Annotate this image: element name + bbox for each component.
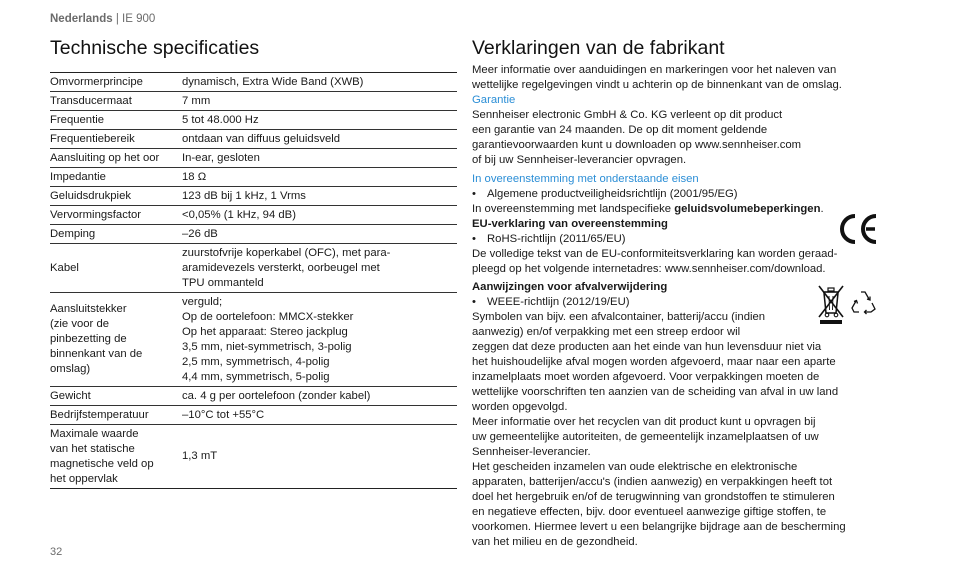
spec-value-line: 123 dB bij 1 kHz, 1 Vrms [182, 189, 306, 202]
warranty-text [472, 108, 884, 168]
spec-row [50, 206, 457, 225]
eu-text [472, 247, 884, 277]
spec-value [182, 149, 457, 168]
compliance-heading: In overeenstemming met onderstaande eisen [472, 173, 699, 185]
spec-label-line: pinbezetting de [50, 333, 127, 345]
bullet-marker: • [472, 188, 476, 200]
spec-label-line: Aansluiting op het oor [50, 151, 160, 164]
spec-label-line: Geluidsdrukpiek [50, 189, 132, 202]
spec-value-line: 5 tot 48.000 Hz [182, 113, 259, 126]
spec-value-line: 2,5 mm, symmetrisch, 4-polig [182, 355, 330, 368]
spec-row [50, 187, 457, 206]
spec-value-line: ontdaan van diffuus geluidsveld [182, 132, 341, 145]
spec-row [50, 92, 457, 111]
specifications-section [50, 36, 457, 489]
warranty-heading: Garantie [472, 94, 516, 106]
spec-value-line: –26 dB [182, 227, 218, 240]
spec-value [182, 293, 457, 387]
spec-label [50, 168, 182, 187]
spec-label [50, 111, 182, 130]
page-header [50, 13, 155, 25]
spec-label [50, 73, 182, 92]
spec-value [182, 168, 457, 187]
recycle-text [472, 415, 884, 460]
national-limits-text [472, 202, 884, 217]
recycle-line: uw gemeentelijke autoriteiten, de gemeentelijk inzamelplaatsen of uw [472, 431, 819, 443]
spec-label [50, 244, 182, 293]
spec-value [182, 111, 457, 130]
waste-line: het huishoudelijke afval mogen worden afgevoerd, maar naar een aparte [472, 356, 836, 368]
spec-value-line: 18 Ω [182, 170, 207, 183]
spec-value [182, 130, 457, 149]
spec-row [50, 168, 457, 187]
recycle-line: Sennheiser-leverancier. [472, 446, 591, 458]
separate-line: van het milieu en de gezondheid. [472, 536, 638, 548]
spec-value-line: <0,05% (1 kHz, 94 dB) [182, 208, 296, 221]
spec-row [50, 406, 457, 425]
spec-label [50, 406, 182, 425]
spec-value-line: –10°C tot +55°C [182, 408, 265, 421]
spec-label-line: Transducermaat [50, 94, 132, 107]
spec-value [182, 425, 457, 489]
spec-value-line: zuurstofvrije koperkabel (OFC), met para- [182, 246, 391, 259]
manufacturer-title: Verklaringen van de fabrikant [472, 37, 725, 59]
waste-line: Symbolen van bijv. een afvalcontainer, batterij/accu (indien [472, 311, 766, 323]
recycle-line: Meer informatie over het recyclen van dit product kunt u opvragen bij [472, 416, 816, 428]
spec-row [50, 387, 457, 406]
header-language: Nederlands [50, 13, 113, 25]
eu-line: pleegd op het volgende internetadres: www.sennheiser.com/download. [472, 263, 826, 275]
eu-declaration-heading: EU-verklaring van overeenstemming [472, 218, 668, 230]
spec-value-line: 4,4 mm, symmetrisch, 5-polig [182, 370, 330, 383]
spec-value-line: TPU ommanteld [182, 276, 264, 289]
specifications-title: Technische specificaties [50, 37, 260, 59]
spec-label [50, 206, 182, 225]
eu-bullet-text: RoHS-richtlijn (2011/65/EU) [487, 233, 626, 245]
spec-row [50, 73, 457, 92]
spec-row [50, 225, 457, 244]
spec-value-line: 3,5 mm, niet-symmetrisch, 3-polig [182, 340, 352, 353]
waste-line: zeggen dat deze producten aan het einde van hun levensduur niet via [472, 341, 822, 353]
spec-value-line: dynamisch, Extra Wide Band (XWB) [182, 75, 364, 88]
separate-line: en negatieve effecten, bijv. door eventueel aanwezige giftige stoffen, te [472, 506, 827, 518]
spec-label-line: Frequentiebereik [50, 132, 135, 145]
compliance-bullet-text: Algemene productveiligheidsrichtlijn (2001/95/EG) [487, 188, 738, 200]
header-separator: | [112, 13, 123, 25]
spec-value-line: 1,3 mT [182, 450, 218, 462]
waste-line: wettelijke voorschriften ten aanzien van de scheiding van afval in uw land [472, 386, 839, 398]
separate-collection-text [472, 460, 884, 550]
spec-label [50, 225, 182, 244]
separate-line: apparaten, batterijen/accu's (indien aanwezig) en verpakkingen heeft tot [472, 476, 833, 488]
spec-value-line: ca. 4 g per oortelefoon (zonder kabel) [182, 389, 371, 402]
warranty-line: een garantie van 24 maanden. De op dit moment geldende [472, 124, 768, 136]
intro-text [472, 63, 884, 93]
spec-label-line: (zie voor de [50, 318, 110, 330]
spec-value [182, 244, 457, 293]
waste-bullet-text: WEEE-richtlijn (2012/19/EU) [487, 296, 630, 308]
spec-value [182, 73, 457, 92]
separate-line: voorkomen. Hiermee levert u een belangrijke bijdrage aan de bescherming [472, 521, 846, 533]
spec-value [182, 92, 457, 111]
spec-value [182, 225, 457, 244]
spec-label-line: Vervormingsfactor [50, 208, 142, 221]
spec-row [50, 425, 457, 489]
separate-line: Het gescheiden inzamelen van oude elektrische en elektronische [472, 461, 798, 473]
spec-value-line: verguld; [182, 295, 223, 308]
intro-line: Meer informatie over aanduidingen en markeringen voor het naleven van [472, 64, 837, 76]
waste-line: worden opgevolgd. [472, 401, 568, 413]
spec-label-line: Kabel [50, 261, 79, 274]
eu-line: De volledige tekst van de EU-conformiteitsverklaring kan worden geraad- [472, 248, 838, 260]
spec-label [50, 149, 182, 168]
waste-line: inzamelplaats moet worden afgevoerd. Voor verpakkingen moeten de [472, 371, 820, 383]
spec-label-line: het oppervlak [50, 472, 118, 485]
spec-label [50, 425, 182, 489]
eu-bullet-item [472, 232, 884, 247]
spec-row [50, 149, 457, 168]
spec-label-line: Gewicht [50, 389, 91, 402]
recycling-icon [850, 289, 878, 315]
spec-value-line: Op de oortelefoon: MMCX-stekker [182, 310, 354, 323]
spec-label-line: Omvormerprincipe [50, 75, 143, 88]
spec-value-line: In-ear, gesloten [182, 151, 260, 164]
ce-mark-icon [836, 212, 880, 246]
spec-label-line: omslag) [50, 363, 91, 375]
header-product: IE 900 [122, 13, 156, 25]
spec-value [182, 206, 457, 225]
spec-label-line: binnenkant van de [50, 348, 143, 360]
spec-row [50, 130, 457, 149]
waste-line: aanwezig) en/of verpakking met een streep erdoor wil [472, 326, 741, 338]
spec-label-line: van het statische [50, 442, 135, 455]
intro-line: wettelijke regelgevingen vindt u achterin op de binnenkant van de omslag. [472, 79, 842, 91]
spec-label-line: magnetische veld op [50, 457, 154, 470]
manufacturer-section [472, 36, 884, 550]
bullet-marker: • [472, 296, 476, 308]
spec-value [182, 187, 457, 206]
crossed-out-bin-icon [816, 283, 846, 325]
spec-label [50, 92, 182, 111]
spec-row [50, 244, 457, 293]
separate-line: doel het hergebruik en/of de terugwinning van grondstoffen te stimuleren [472, 491, 835, 503]
spec-value-line: 7 mm [182, 94, 211, 107]
national-suffix: . [820, 203, 824, 215]
spec-label [50, 293, 182, 387]
page-number: 32 [50, 546, 63, 558]
warranty-line: garantievoorwaarden kunt u downloaden op www.sennheiser.com [472, 139, 802, 151]
spec-value [182, 387, 457, 406]
spec-label [50, 187, 182, 206]
waste-text [472, 310, 884, 415]
spec-row [50, 111, 457, 130]
warranty-line: of bij uw Sennheiser-leverancier opvragen. [472, 154, 687, 166]
bullet-marker: • [472, 233, 476, 245]
spec-label-line: Frequentie [50, 113, 105, 126]
spec-value-line: Op het apparaat: Stereo jackplug [182, 325, 348, 338]
spec-label-line: Maximale waarde [50, 427, 139, 440]
specifications-table [50, 72, 457, 489]
spec-label-line: Aansluitstekker [50, 303, 127, 315]
spec-value [182, 406, 457, 425]
national-bold: geluidsvolumebeperkingen [674, 203, 821, 215]
spec-label-line: Impedantie [50, 170, 106, 183]
spec-value-line: aramidevezels versterkt, oorbeugel met [182, 261, 380, 274]
compliance-bullet-item [472, 187, 884, 202]
spec-label-line: Demping [50, 227, 96, 240]
spec-label [50, 387, 182, 406]
spec-row [50, 293, 457, 387]
national-prefix: In overeenstemming met landspecifieke [472, 203, 675, 215]
spec-label-line: Bedrijfstemperatuur [50, 408, 149, 421]
spec-label [50, 130, 182, 149]
warranty-line: Sennheiser electronic GmbH & Co. KG verleent op dit product [472, 109, 783, 121]
waste-heading: Aanwijzingen voor afvalverwijdering [472, 281, 668, 293]
